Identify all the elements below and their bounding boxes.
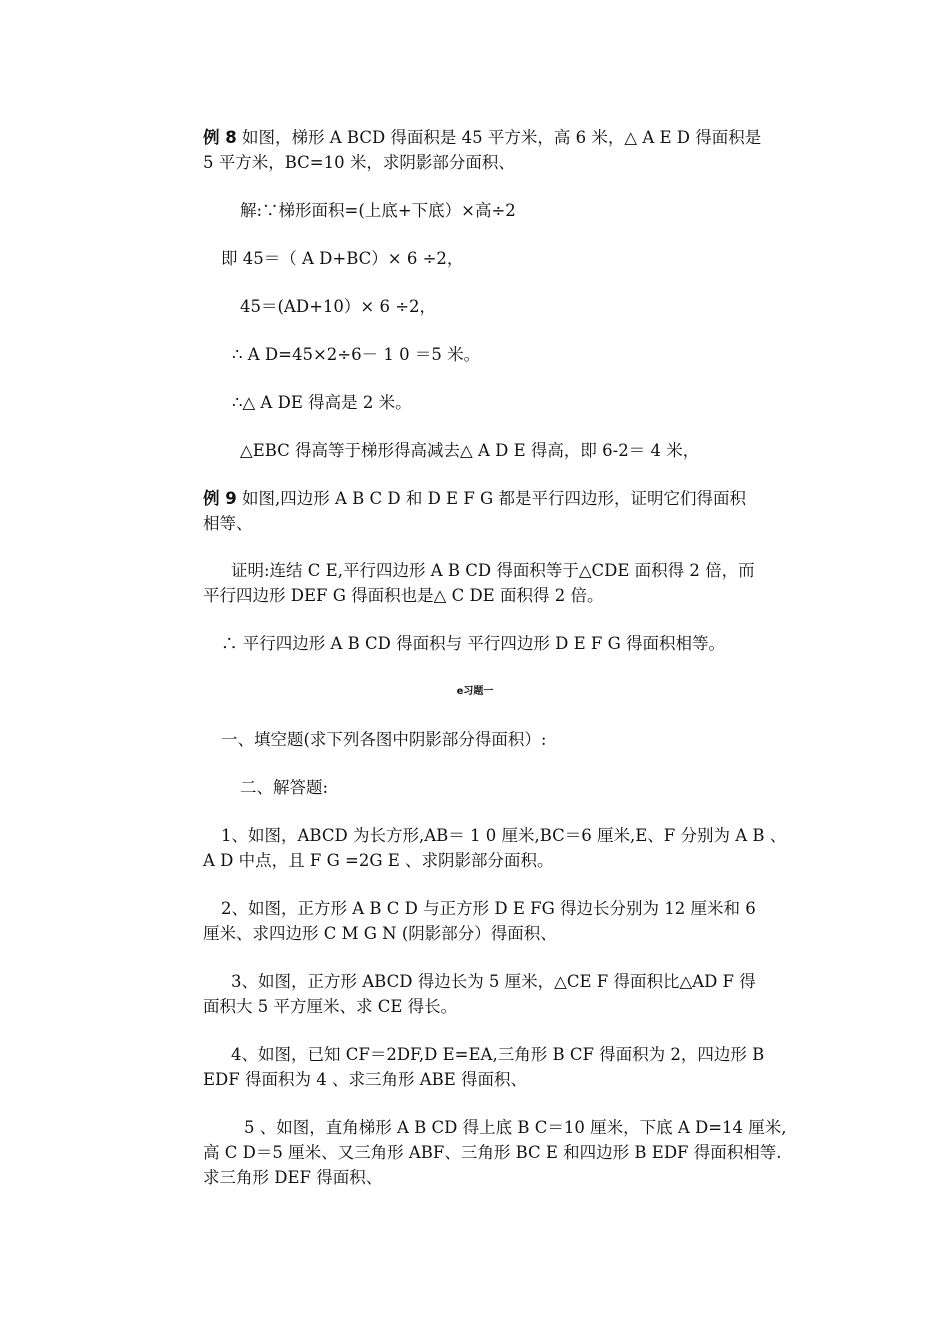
example-8-label: 例 8 (203, 128, 237, 147)
exercise-title: e习题一 (456, 686, 494, 697)
question-2-line-2: 厘米、求四边形 C M G N (阴影部分）得面积、 (203, 924, 557, 943)
example-8-line-1: 例 8 如图，梯形 A BCD 得面积是 45 平方米，高 6 米，△ A E D 得面积是 (203, 128, 762, 147)
title-mark: e (456, 686, 464, 697)
question-5-line-3: 求三角形 DEF 得面积、 (203, 1168, 383, 1187)
example-9-proof-1: 证明:连结 C E,平行四边形 A B CD 得面积等于△CDE 面积得 2 倍，而 (231, 561, 755, 580)
question-3-line-1: 3、如图，正方形 ABCD 得边长为 5 厘米，△CE F 得面积比△AD F 得 (231, 972, 756, 991)
example-9-line-1: 例 9 如图,四边形 A B C D 和 D E F G 都是平行四边形，证明它们得面积 (203, 489, 746, 508)
question-1-line-1: 1、如图，ABCD 为长方形,AB＝ 1 0 厘米,BC＝6 厘米,E、F 分别为 A B 、 (221, 826, 787, 845)
example-8-solution-5: ∴△ A DE 得高是 2 米。 (232, 393, 412, 412)
question-4-line-2: EDF 得面积为 4 、求三角形 ABE 得面积、 (203, 1070, 528, 1089)
question-1-line-2: A D 中点，且 F G =2G E 、求阴影部分面积。 (203, 851, 554, 870)
question-3-line-2: 面积大 5 平方厘米、求 CE 得长。 (203, 997, 458, 1016)
example-9-label: 例 9 (203, 489, 237, 508)
fill-blank-heading: 一、填空题(求下列各图中阴影部分得面积）: (221, 730, 547, 749)
example-8-solution-4: ∴ A D=45×2÷6－ 1 0 ＝5 米。 (232, 345, 481, 364)
question-2-line-1: 2、如图，正方形 A B C D 与正方形 D E FG 得边长分别为 12 厘米和 6 (221, 899, 756, 918)
example-8-solution-1: 解:∵梯形面积=(上底+下底）×高÷2 (240, 201, 516, 220)
example-9-conclusion: ∴ 平行四边形 A B CD 得面积与 平行四边形 D E F G 得面积相等。 (221, 634, 725, 653)
example-8-solution-3: 45＝(AD+10）× 6 ÷2， (240, 297, 437, 316)
solve-heading: 二、解答题: (240, 778, 329, 797)
example-9-proof-2: 平行四边形 DEF G 得面积也是△ C DE 面积得 2 倍。 (203, 586, 604, 605)
example-8-solution-2: 即 45＝（ A D+BC）× 6 ÷2， (221, 249, 464, 268)
question-5-line-1: 5 、如图，直角梯形 A B CD 得上底 B C＝10 厘米，下底 A D=14 厘米, (244, 1118, 787, 1137)
question-5-line-2: 高 C D＝5 厘米、又三角形 ABF、三角形 BC E 和四边形 B EDF 得面积相等. (203, 1143, 782, 1162)
example-8-solution-6: △EBC 得高等于梯形得高减去△ A D E 得高，即 6-2＝ 4 米， (240, 441, 700, 460)
example-8-line-2: 5 平方米，BC=10 米，求阴影部分面积、 (203, 153, 515, 172)
example-9-line-2: 相等、 (203, 514, 253, 533)
question-4-line-1: 4、如图，已知 CF＝2DF,D E=EA,三角形 B CF 得面积为 2，四边形 B (231, 1045, 765, 1064)
